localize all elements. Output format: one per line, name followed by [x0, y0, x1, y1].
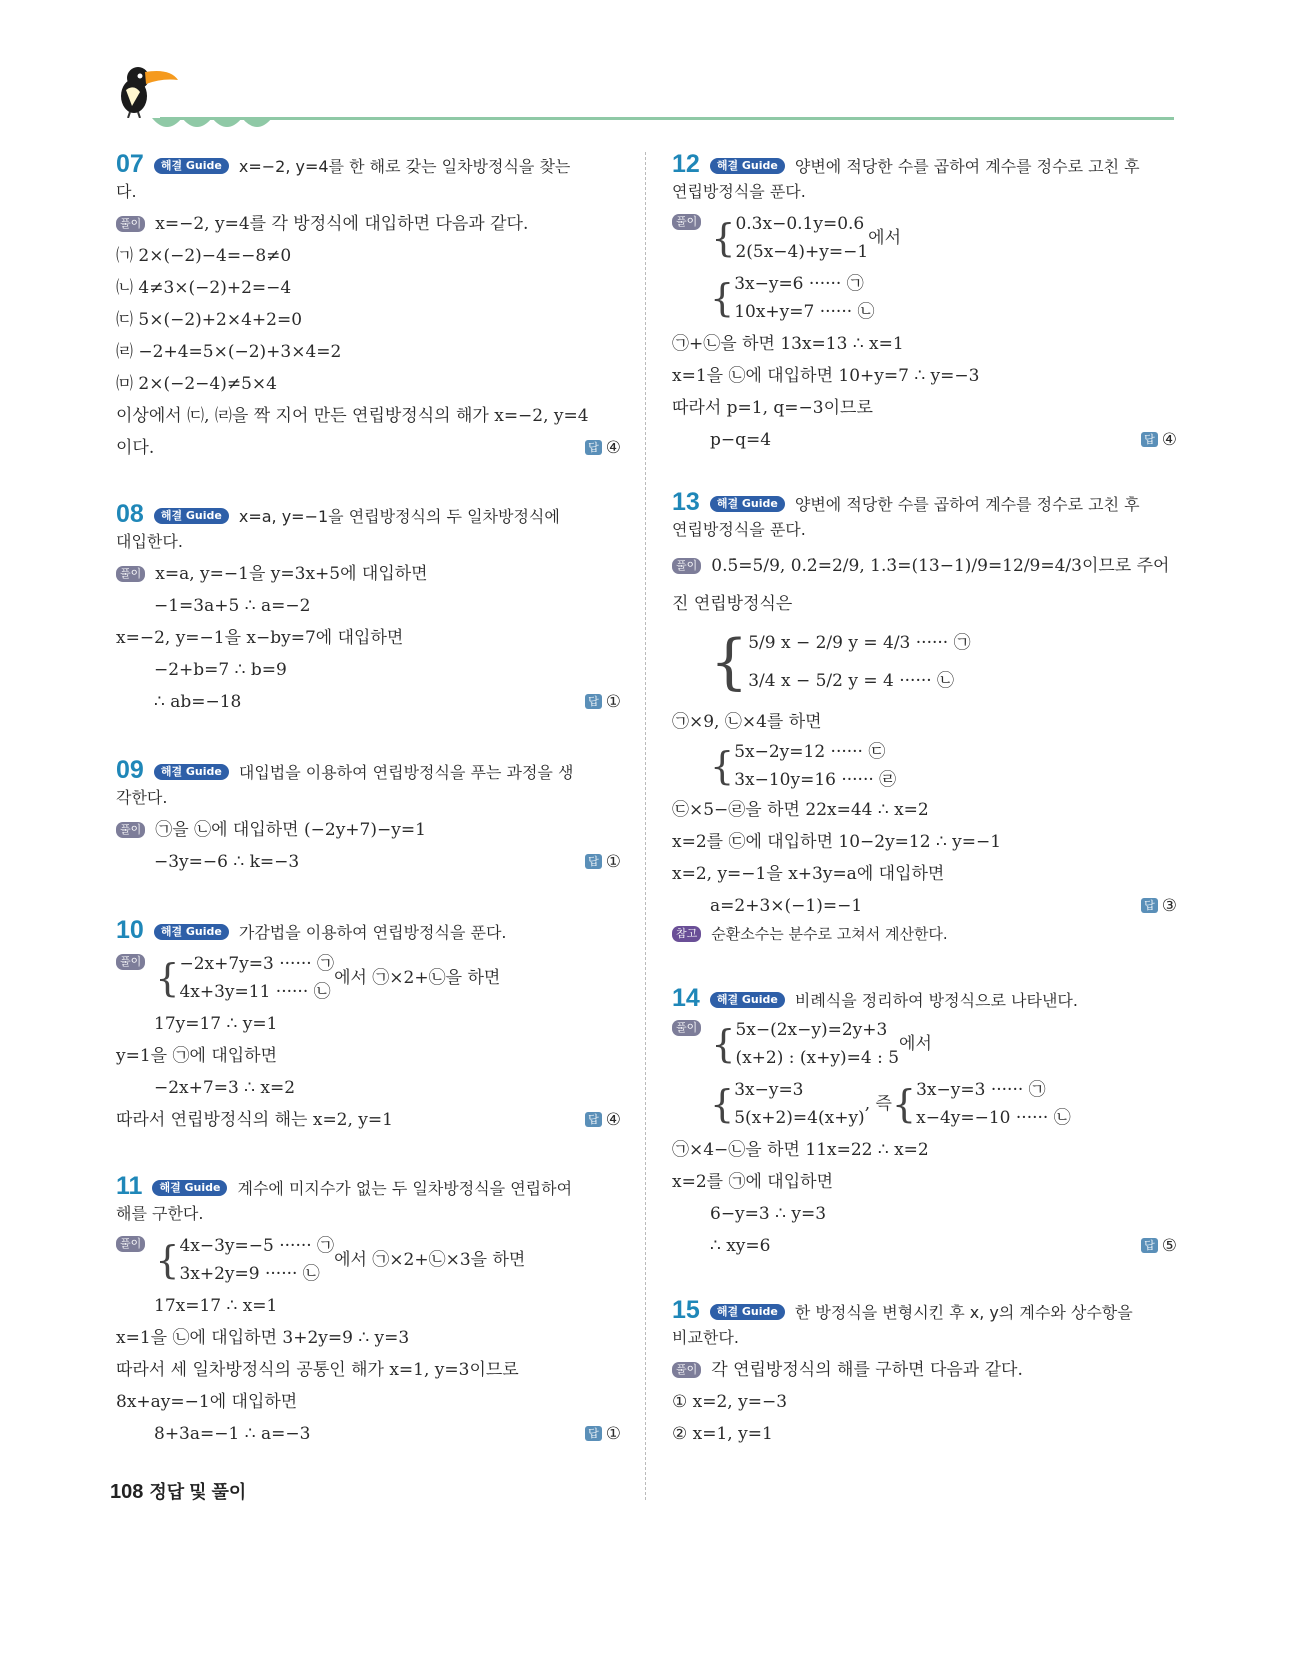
solution-line: 0.5̇=5/9, 0.2̇=2/9, 1.3̇=(13−1)/9=12/9=4/3이므로 주어 — [711, 556, 1170, 576]
guide-badge: 해결 Guide — [154, 508, 229, 524]
equation-line: 0.3x−0.1y=0.6 — [735, 214, 865, 234]
solution-line: −2x+7=3 ∴ x=2 — [154, 1078, 296, 1098]
answer-badge: 답 — [585, 1426, 602, 1441]
equation-system — [116, 950, 500, 1006]
guide-text-cont: 해를 구한다. — [116, 1204, 204, 1223]
answer — [585, 848, 621, 876]
guide-text: 비례식을 정리하여 방정식으로 나타낸다. — [794, 991, 1078, 1010]
guide-text: x=−2, y=4를 한 해로 갖는 일차방정식을 찾는 — [238, 157, 571, 176]
brace: { — [711, 216, 736, 260]
solution-line: 따라서 연립방정식의 해는 x=2, y=1 — [116, 1110, 393, 1130]
equation-line: 5(x+2)=4(x+y) — [734, 1108, 865, 1128]
brace: { — [891, 1082, 917, 1126]
equation-line: 5/9 x − 2/9 y = 4/3 ······ ㉠ — [748, 633, 971, 653]
solution-line: p−q=4 — [710, 430, 772, 450]
equation-line: 4x+3y=11 ······ ㉡ — [179, 982, 331, 1002]
answer-badge: 답 — [1141, 1238, 1158, 1253]
equation-tail: 에서 — [868, 228, 902, 248]
solution-line: 이상에서 ㈂, ㈃을 짝 지어 만든 연립방정식의 해가 x=−2, y=4 — [116, 406, 589, 426]
guide-badge: 해결 Guide — [710, 992, 785, 1008]
solution-badge: 풀이 — [116, 216, 145, 232]
solution-line: 따라서 p=1, q=−3이므로 — [672, 398, 873, 418]
equation-system — [672, 1016, 932, 1072]
guide-badge: 해결 Guide — [710, 1304, 785, 1320]
guide-badge: 해결 Guide — [710, 496, 785, 512]
equation-line: 4x−3y=−5 ······ ㉠ — [179, 1236, 335, 1256]
answer-value: ① — [605, 692, 621, 712]
answer-value: ③ — [1161, 896, 1177, 916]
guide-text-cont: 각한다. — [116, 788, 168, 807]
equation-line: 10x+y=7 ······ ㉡ — [734, 302, 875, 322]
solution-line: 따라서 세 일차방정식의 공통인 해가 x=1, y=3이므로 — [116, 1360, 519, 1380]
solution-line: ㉠×4−㉡을 하면 11x=22 ∴ x=2 — [672, 1140, 929, 1160]
answer — [585, 1420, 621, 1448]
equation-system — [116, 1232, 525, 1288]
solution-line: x=−2, y=4를 각 방정식에 대입하면 다음과 같다. — [155, 214, 529, 234]
solution-line: x=2를 ㉠에 대입하면 — [672, 1172, 833, 1192]
guide-badge: 해결 Guide — [152, 1180, 227, 1196]
solution-line: x=1을 ㉡에 대입하면 3+2y=9 ∴ y=3 — [116, 1328, 410, 1348]
problem-number: 11 — [116, 1172, 143, 1200]
problem-number: 14 — [672, 984, 700, 1012]
guide-badge: 해결 Guide — [710, 158, 785, 174]
solution-line: ㉠을 ㉡에 대입하면 (−2y+7)−y=1 — [155, 820, 426, 840]
problem-number: 15 — [672, 1296, 700, 1324]
guide-text: 대입법을 이용하여 연립방정식을 푸는 과정을 생 — [238, 763, 574, 782]
answer-badge: 답 — [1141, 432, 1158, 447]
solution-line: ㈁ 4≠3×(−2)+2=−4 — [116, 278, 292, 298]
solution-badge: 풀이 — [672, 558, 701, 574]
solution-line: ∴ xy=6 — [710, 1236, 771, 1256]
equation-line: 5x−2y=12 ······ ㉢ — [734, 742, 886, 762]
answer-badge: 답 — [585, 854, 602, 869]
solution-line: x=a, y=−1을 y=3x+5에 대입하면 — [155, 564, 428, 584]
guide-badge: 해결 Guide — [154, 158, 229, 174]
answer-value: ④ — [1161, 430, 1177, 450]
equation-tail: 에서 ㉠×2+㉡을 하면 — [334, 968, 501, 988]
solution-line: x=2를 ㉢에 대입하면 10−2y=12 ∴ y=−1 — [672, 832, 1002, 852]
solution-badge: 풀이 — [116, 954, 145, 970]
page-number: 108 — [110, 1481, 144, 1503]
problem-number: 13 — [672, 488, 700, 516]
brace: { — [710, 276, 735, 320]
solution-badge: 풀이 — [672, 1362, 701, 1378]
solution-line: 17y=17 ∴ y=1 — [154, 1014, 278, 1034]
equation-system — [710, 738, 896, 794]
solution-line: x=2, y=−1을 x+3y=a에 대입하면 — [672, 864, 945, 884]
solution-line: 17x=17 ∴ x=1 — [154, 1296, 278, 1316]
answer — [1141, 892, 1177, 920]
problem-number: 07 — [116, 150, 144, 178]
answer-value: ⑤ — [1161, 1236, 1177, 1256]
header-rule — [160, 117, 1174, 120]
solution-line: ㈃ −2+4=5×(−2)+3×4=2 — [116, 342, 342, 362]
equation-line: 3/4 x − 5/2 y = 4 ······ ㉡ — [748, 671, 955, 691]
guide-text: 양변에 적당한 수를 곱하여 계수를 정수로 고친 후 — [794, 495, 1140, 514]
brace: { — [710, 627, 749, 697]
guide-text: 양변에 적당한 수를 곱하여 계수를 정수로 고친 후 — [794, 157, 1140, 176]
guide-text-cont: 대입한다. — [116, 532, 183, 551]
equation-line: (x+2) : (x+y)=4 : 5 — [735, 1048, 900, 1068]
solution-line: ② x=1, y=1 — [672, 1424, 773, 1444]
answer-value: ① — [605, 852, 621, 872]
answer-badge: 답 — [585, 440, 602, 455]
brace: { — [155, 1238, 180, 1282]
answer — [585, 688, 621, 716]
equation-system — [710, 624, 971, 700]
answer-badge: 답 — [1141, 898, 1158, 913]
guide-text: 한 방정식을 변형시킨 후 x, y의 계수와 상수항을 — [794, 1303, 1133, 1322]
solution-line: 8+3a=−1 ∴ a=−3 — [154, 1424, 311, 1444]
equation-line: −2x+7y=3 ······ ㉠ — [179, 954, 335, 974]
guide-text-cont: 연립방정식을 푼다. — [672, 520, 806, 539]
solution-line: −1=3a+5 ∴ a=−2 — [154, 596, 311, 616]
solution-line: ① x=2, y=−3 — [672, 1392, 788, 1412]
equation-tail: 에서 ㉠×2+㉡×3을 하면 — [334, 1250, 526, 1270]
answer — [1141, 1232, 1177, 1260]
equation-line: x−4y=−10 ······ ㉡ — [916, 1108, 1071, 1128]
equation-tail: 에서 — [899, 1034, 932, 1054]
answer-badge: 답 — [585, 1112, 602, 1127]
answer-badge: 답 — [585, 694, 602, 709]
footer-title: 정답 및 풀이 — [149, 1482, 247, 1502]
answer — [1141, 426, 1177, 454]
solution-line: a=2+3×(−1)=−1 — [710, 896, 863, 916]
equation-line: 5x−(2x−y)=2y+3 — [735, 1020, 888, 1040]
answer — [585, 1106, 621, 1134]
problem-number: 10 — [116, 916, 144, 944]
brace: { — [711, 1022, 736, 1066]
solution-line: −3y=−6 ∴ k=−3 — [154, 852, 300, 872]
solution-line: ㉢×5−㉣을 하면 22x=44 ∴ x=2 — [672, 800, 929, 820]
guide-text-cont: 다. — [116, 182, 137, 201]
answer — [585, 434, 621, 462]
equation-line: 3x+2y=9 ······ ㉡ — [179, 1264, 320, 1284]
guide-text-cont: 연립방정식을 푼다. — [672, 182, 806, 201]
solution-line: y=1을 ㉠에 대입하면 — [116, 1046, 278, 1066]
solution-badge: 풀이 — [672, 1020, 701, 1036]
equation-system — [672, 210, 901, 266]
equation-connector: , 즉 — [864, 1094, 892, 1114]
page-header — [112, 62, 1174, 134]
solution-line: x=1을 ㉡에 대입하면 10+y=7 ∴ y=−3 — [672, 366, 980, 386]
solution-line: 6−y=3 ∴ y=3 — [710, 1204, 827, 1224]
guide-text-cont: 비교한다. — [672, 1328, 739, 1347]
brace: { — [155, 956, 180, 1000]
problem-number: 09 — [116, 756, 144, 784]
brace: { — [710, 744, 735, 788]
guide-text: 계수에 미지수가 없는 두 일차방정식을 연립하여 — [237, 1179, 573, 1198]
solution-line: 각 연립방정식의 해를 구하면 다음과 같다. — [711, 1360, 1023, 1380]
equation-line: 3x−y=3 — [734, 1080, 804, 1100]
solution-line: ㈀ 2×(−2)−4=−8≠0 — [116, 246, 292, 266]
guide-text: x=a, y=−1을 연립방정식의 두 일차방정식에 — [238, 507, 560, 526]
solution-line: 8x+ay=−1에 대입하면 — [116, 1392, 298, 1412]
solution-line: ㉠×9, ㉡×4를 하면 — [672, 712, 822, 732]
toucan-icon — [112, 62, 182, 118]
equation-system — [710, 1076, 1071, 1132]
solution-badge: 풀이 — [116, 1236, 145, 1252]
note-text: 순환소수는 분수로 고쳐서 계산한다. — [711, 925, 948, 943]
answer-value: ① — [605, 1424, 621, 1444]
equation-line: 2(5x−4)+y=−1 — [735, 242, 869, 262]
guide-text: 가감법을 이용하여 연립방정식을 푼다. — [238, 923, 507, 942]
solution-line: x=−2, y=−1을 x−by=7에 대입하면 — [116, 628, 404, 648]
solution-line: ㈄ 2×(−2−4)≠5×4 — [116, 374, 277, 394]
solution-line: 진 연립방정식은 — [672, 594, 793, 614]
guide-badge: 해결 Guide — [154, 764, 229, 780]
brace: { — [710, 1082, 735, 1126]
solution-line: ㈂ 5×(−2)+2×4+2=0 — [116, 310, 303, 330]
page-footer — [110, 1478, 246, 1504]
solution-badge: 풀이 — [116, 566, 145, 582]
solution-line: ㉠+㉡을 하면 13x=13 ∴ x=1 — [672, 334, 904, 354]
column-divider — [645, 152, 646, 1500]
answer-value: ④ — [605, 1110, 621, 1130]
equation-line: 3x−y=3 ······ ㉠ — [916, 1080, 1046, 1100]
solution-line: 이다. — [116, 438, 155, 458]
guide-badge: 해결 Guide — [154, 924, 229, 940]
solution-line: ∴ ab=−18 — [154, 692, 242, 712]
equation-system — [710, 270, 875, 326]
solution-badge: 풀이 — [672, 214, 701, 230]
problem-number: 08 — [116, 500, 144, 528]
header-wave-decoration — [152, 118, 272, 134]
solution-line: −2+b=7 ∴ b=9 — [154, 660, 287, 680]
equation-line: 3x−y=6 ······ ㉠ — [734, 274, 864, 294]
equation-line: 3x−10y=16 ······ ㉣ — [734, 770, 897, 790]
problem-number: 12 — [672, 150, 700, 178]
note-badge: 참고 — [672, 926, 701, 942]
answer-value: ④ — [605, 438, 621, 458]
solution-badge: 풀이 — [116, 822, 145, 838]
